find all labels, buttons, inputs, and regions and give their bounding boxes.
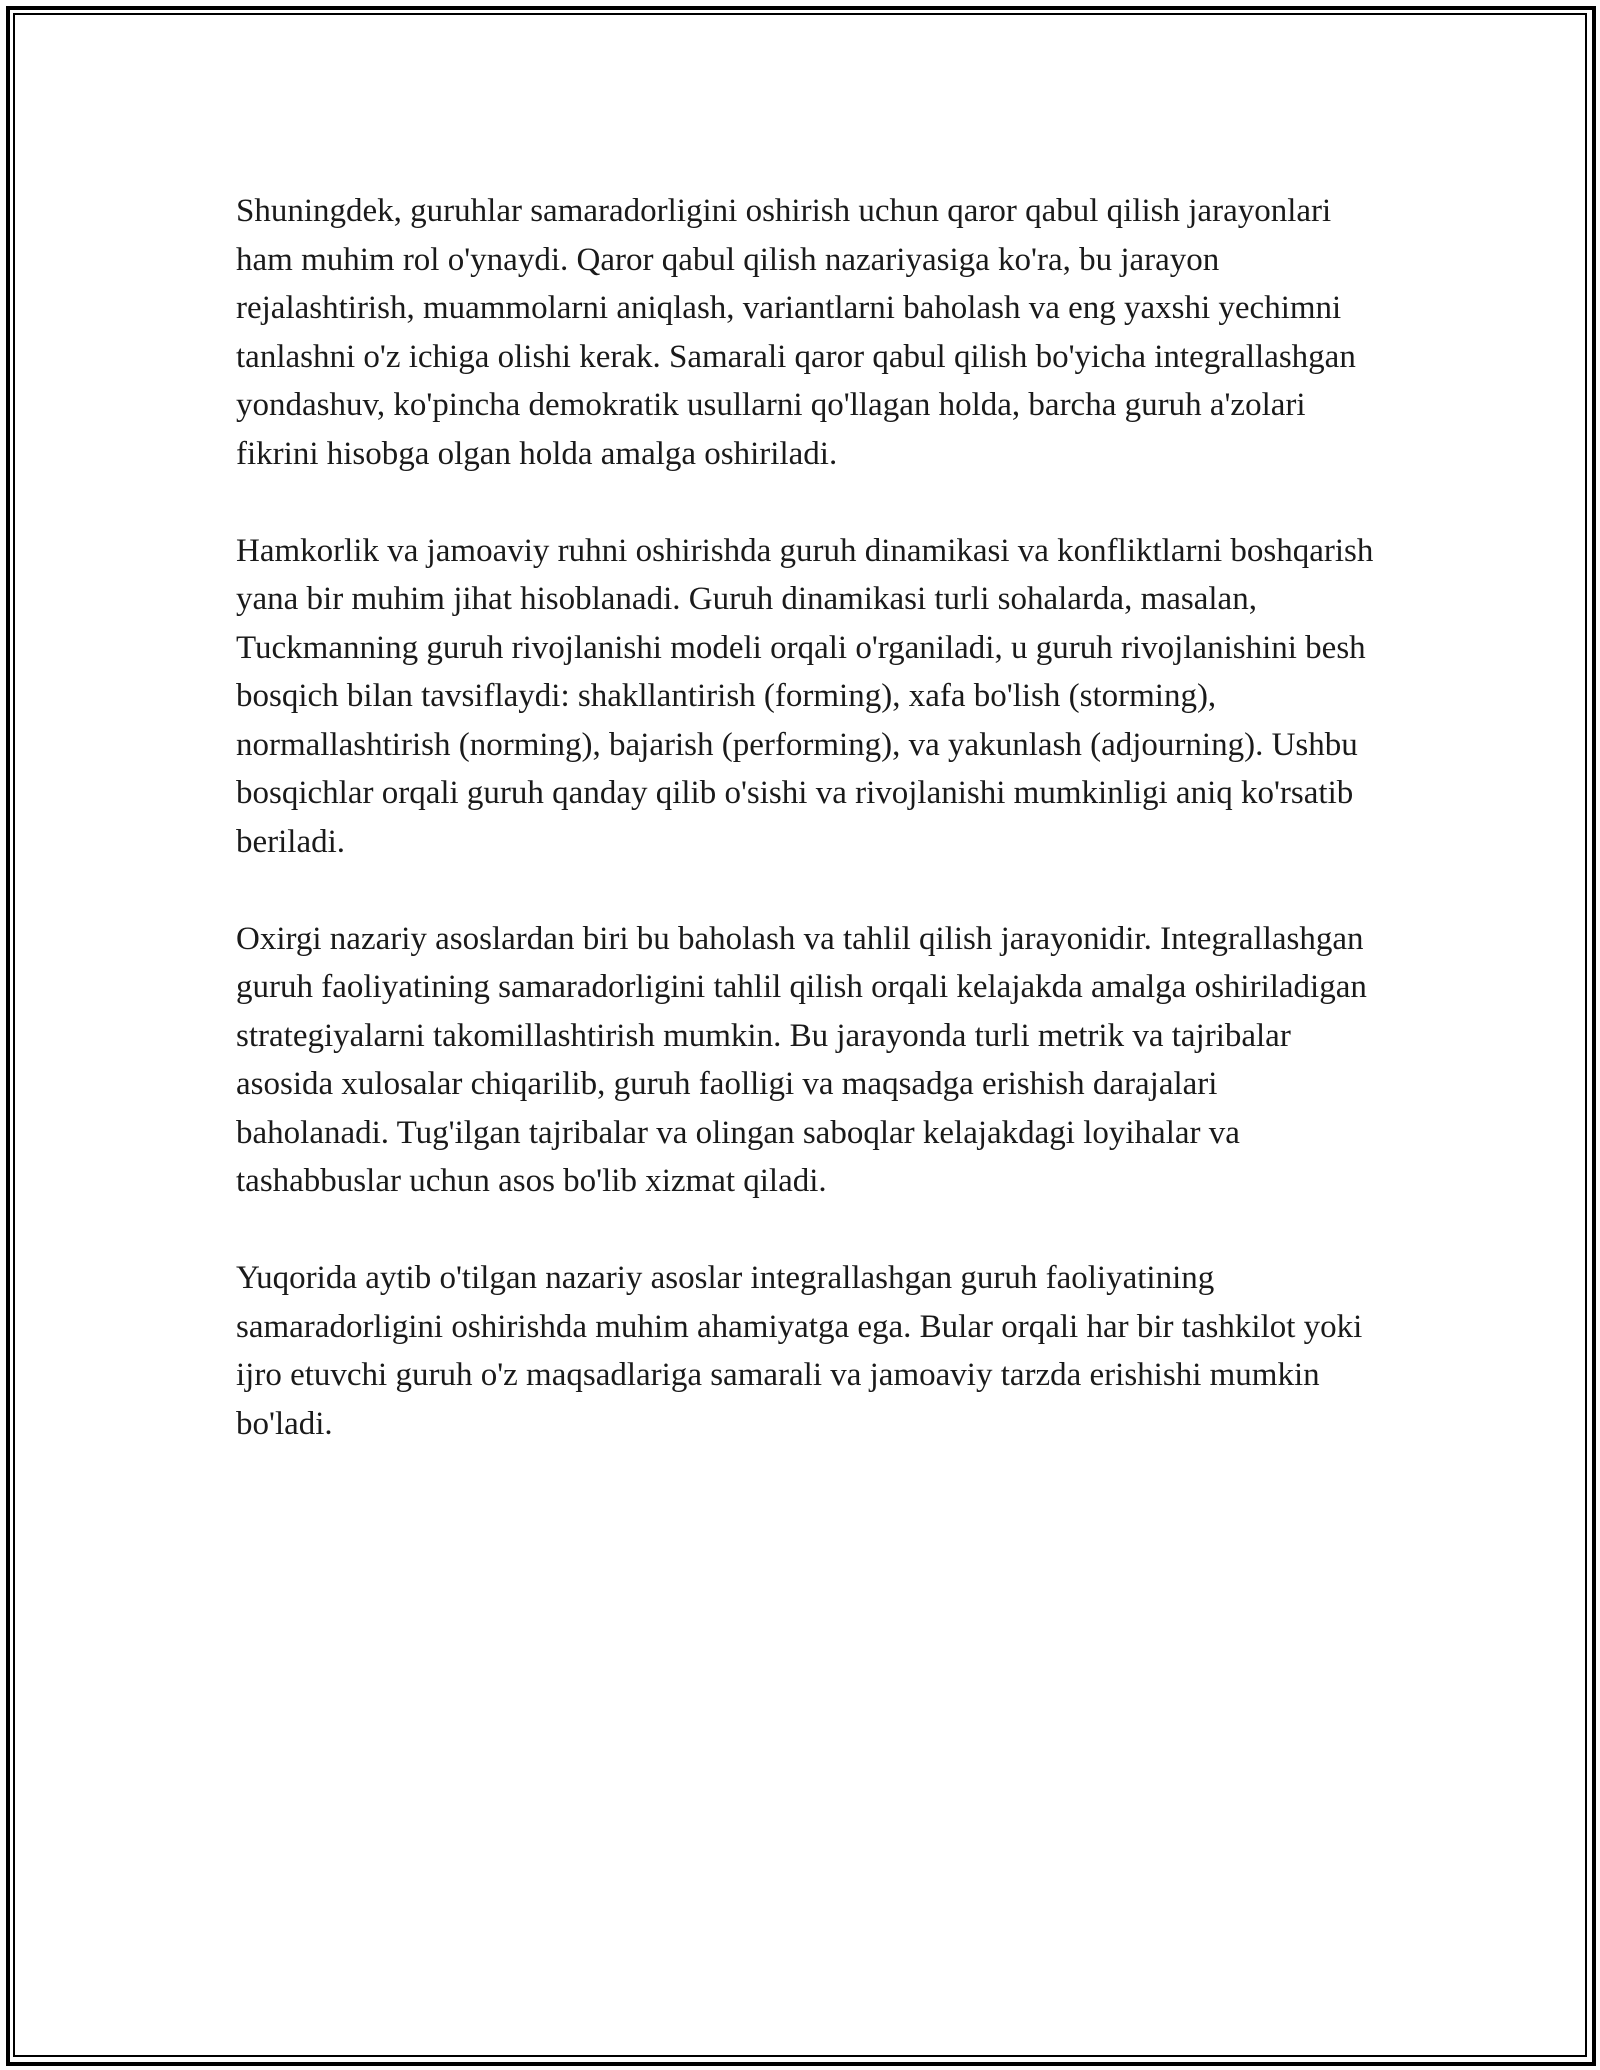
paragraph-evaluation: Oxirgi nazariy asoslardan biri bu baholash va tahlil qilish jarayonidir. Integrallashgan guruh faoliyatining samaradorligini tahlil qilish orqali kelajakda amalga oshiriladigan strategiyalarni takomillashtirish mumkin. Bu jarayonda turli metrik va tajribalar asosida xulosalar chiqarilib, guruh faolligi va maqsadga erishish darajalari baholanadi. Tug'ilgan tajribalar va olingan saboqlar kelajakdagi loyihalar va tashabbuslar uchun asos bo'lib xizmat qiladi. xyxy=(236,920,1367,1199)
paragraph-group-dynamics: Hamkorlik va jamoaviy ruhni oshirishda guruh dinamikasi va konfliktlarni boshqarish yana bir muhim jihat hisoblanadi. Guruh dinamikasi turli sohalarda, masalan, Tuckmanning guruh rivojlanishi modeli orqali o'rganiladi, u guruh rivojlanishini besh bosqich bilan tavsiflaydi: shakllantirish (forming), xafa bo'lish (storming), normallashtirish (norming), bajarish (performing), va yakunlash (adjourning). Ushbu bosqichlar orqali guruh qanday qilib o'sishi va rivojlanishi mumkinligi aniq ko'rsatib beriladi. xyxy=(236,532,1374,860)
paragraph-decision-making: Shuningdek, guruhlar samaradorligini oshirish uchun qaror qabul qilish jarayonlari ham muhim rol o'ynaydi. Qaror qabul qilish nazariyasiga ko'ra, bu jarayon rejalashtirish, muammolarni aniqlash, variantlarni baholash va eng yaxshi yechimni tanlashni o'z ichiga olishi kerak. Samarali qaror qabul qilish bo'yicha integrallashgan yondashuv, ko'pincha demokratik usullarni qo'llagan holda, barcha guruh a'zolari fikrini hisobga olgan holda amalga oshiriladi. xyxy=(236,193,1356,472)
document-body xyxy=(236,187,1376,1497)
paragraph-conclusion: Yuqorida aytib o'tilgan nazariy asoslar integrallashgan guruh faoliyatining samaradorligini oshirishda muhim ahamiyatga ega. Bular orqali har bir tashkilot yoki ijro etuvchi guruh o'z maqsadlariga samarali va jamoaviy tarzda erishishi mumkin bo'ladi. xyxy=(236,1260,1363,1442)
